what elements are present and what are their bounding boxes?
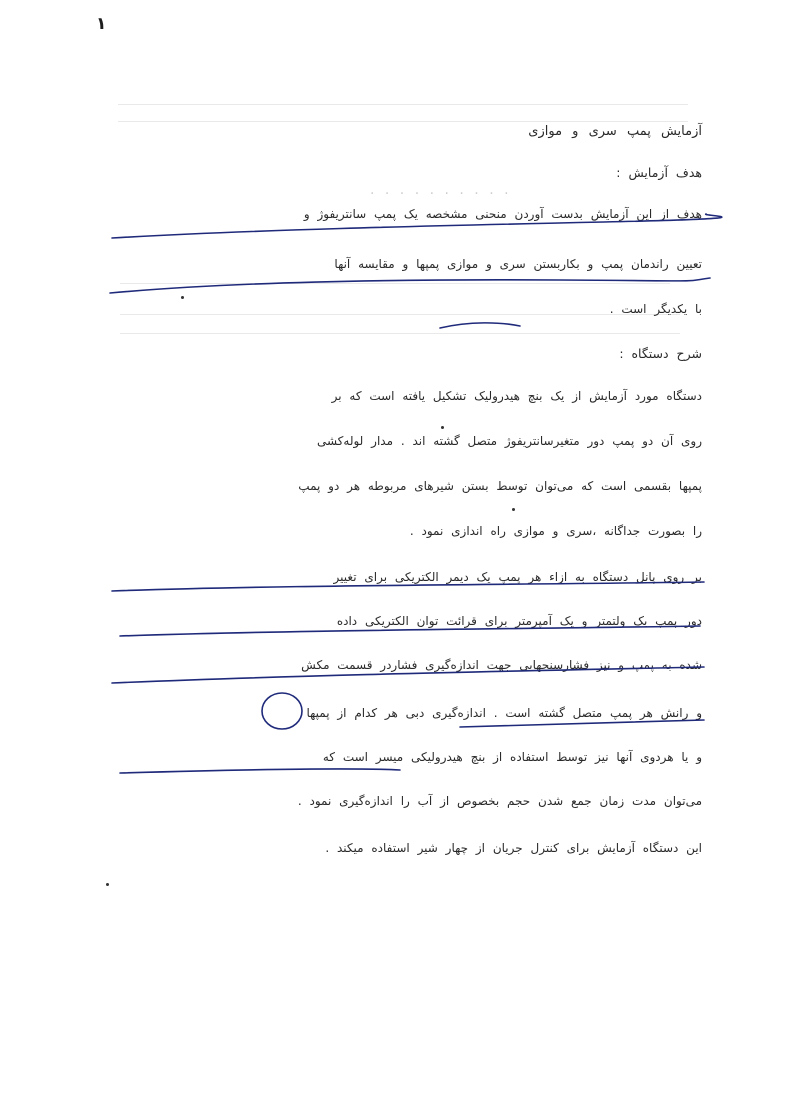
bleed-through-line (120, 314, 680, 315)
paragraph-line: بر روی پانل دستگاه به ازاء هر پمپ یک دیمر الکتریکی برای تغییر (333, 570, 702, 584)
bleed-through-line (120, 333, 680, 334)
paragraph-line: را بصورت جداگانه ،سری و موازی راه اندازی نمود . (409, 524, 702, 538)
stray-mark (181, 296, 184, 299)
page-number: ١ (96, 14, 107, 34)
underline-stroke (120, 769, 400, 773)
section-heading-objective: هدف آزمایش : (616, 165, 702, 180)
paragraph-line: و رانش هر پمپ متصل گشته است . اندازه‌گیری دبی هر کدام از پمپها (306, 706, 702, 720)
bleed-through-marks: · · · · · · · · · · (370, 186, 512, 202)
underline-stroke (440, 323, 520, 328)
paragraph-line: دور پمپ یک ولتمتر و یک آمپرمتر برای قرائت توان الکتریکی داده (336, 614, 702, 628)
paragraph-line: این دستگاه آزمایش برای کنترل جریان از چهار شیر استفاده میکند . (325, 841, 702, 855)
bleed-through-line (120, 283, 670, 284)
bleed-through-line (118, 104, 688, 105)
stray-mark (512, 508, 515, 511)
bleed-through-line (118, 121, 688, 122)
underline-stroke (110, 278, 710, 293)
paragraph-line: و یا هردوی آنها نیز توسط استفاده از بنچ هیدرولیکی میسر است که (322, 750, 702, 764)
paragraph-line: دستگاه مورد آزمایش از یک بنچ هیدرولیک تشکیل یافته است که بر (331, 389, 702, 403)
paragraph-line: پمپها بقسمی است که می‌توان توسط بستن شیرهای مربوطه هر دو پمپ (298, 479, 702, 493)
circle-mark (262, 693, 302, 729)
stray-mark (441, 426, 444, 429)
paragraph-line: شده به پمپ و نیز فشارسنجهایی جهت اندازه‌گیری فشاردر قسمت مکش (301, 658, 702, 672)
paragraph-line: با یکدیگر است . (609, 302, 702, 316)
document-title: آزمایش پمپ سری و موازی (528, 124, 702, 139)
section-heading-apparatus: شرح دستگاه : (619, 346, 702, 361)
paragraph-line: تعیین راندمان پمپ و بکاربستن سری و موازی پمپها و مقایسه آنها (334, 257, 702, 271)
stray-mark (106, 883, 109, 886)
paragraph-line: روی آن دو پمپ دور متغیرسانتریفوژ متصل گشته اند . مدار لوله‌کشی (316, 434, 702, 448)
paragraph-line: هدف از این آزمایش بدست آوردن منحنی مشخصه یک پمپ سانتریفوژ و (303, 207, 702, 221)
underline-stroke (460, 720, 704, 727)
paragraph-line: می‌توان مدت زمان جمع شدن حجم بخصوص از آب را اندازه‌گیری نمود . (297, 794, 702, 808)
